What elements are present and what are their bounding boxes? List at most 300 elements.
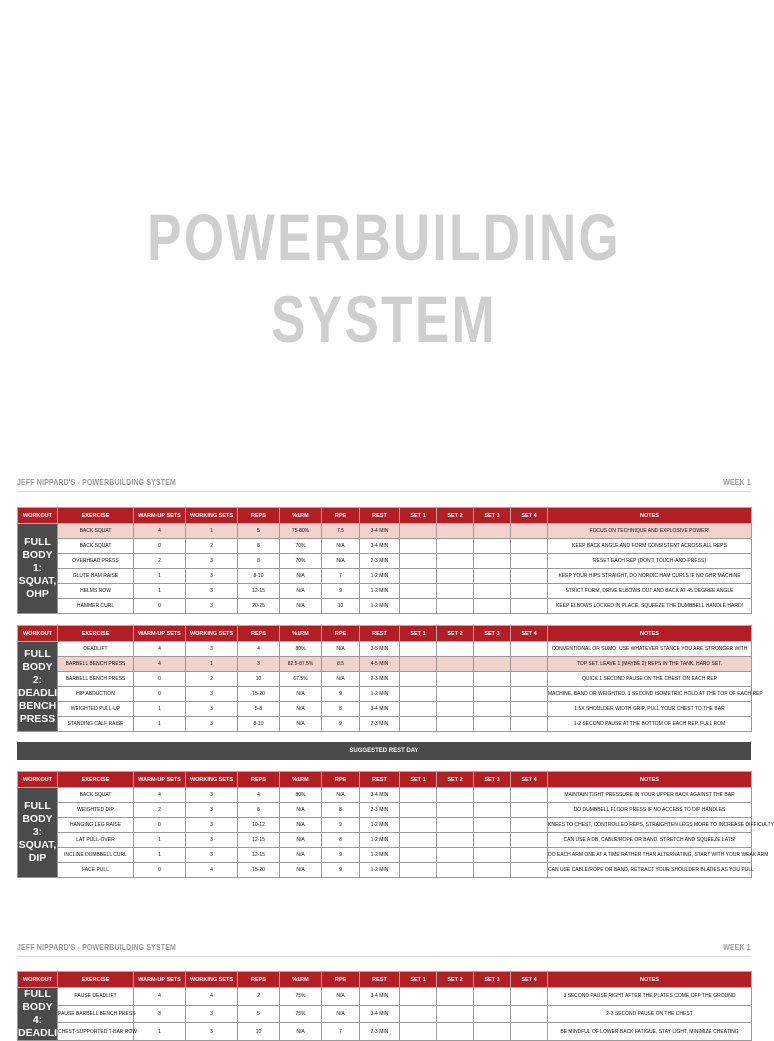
cell-notes: DO DUMBBELL FLOOR PRESS IF NO ACCESS TO DIP HANDLES — [548, 803, 752, 818]
cell-warmup-sets: 4 — [134, 657, 186, 672]
cell-reps: 12-15 — [238, 833, 280, 848]
cell-reps: 15-20 — [238, 687, 280, 702]
exercise-row — [18, 803, 752, 818]
cell-set-4[interactable] — [511, 988, 548, 1006]
cell-set-3[interactable] — [474, 1023, 511, 1041]
cell-set-3[interactable] — [474, 642, 511, 657]
cell-set-1[interactable] — [400, 672, 437, 687]
cell-exercise: HELMS ROW — [58, 584, 134, 599]
workout-name: FULL BODY 4: DEADLIFT — [18, 988, 70, 1039]
cell-warmup-sets: 0 — [134, 672, 186, 687]
program-name: JEFF NIPPARD'S - POWERBUILDING SYSTEM — [17, 942, 177, 952]
cell-exercise: HAMMER CURL — [58, 599, 134, 614]
cell-set-3[interactable] — [474, 687, 511, 702]
cell-set-4[interactable] — [511, 539, 548, 554]
cell-warmup-sets: 1 — [134, 1023, 186, 1041]
cell-working-sets: 4 — [186, 988, 238, 1006]
cell-set-2[interactable] — [437, 539, 474, 554]
exercise-row — [18, 554, 752, 569]
exercise-row — [18, 642, 752, 657]
cell-warmup-sets: 0 — [134, 539, 186, 554]
column-header: REPS — [238, 508, 280, 524]
cell-set-1[interactable] — [400, 863, 437, 878]
cell-set-1[interactable] — [400, 599, 437, 614]
cell-rest: 1-2 MIN — [360, 833, 400, 848]
cell-set-1[interactable] — [400, 569, 437, 584]
cell-pct-1rm: N/A — [280, 584, 322, 599]
column-header: WORKING SETS — [186, 972, 238, 988]
cell-warmup-sets: 1 — [134, 848, 186, 863]
column-header: %1RM — [280, 626, 322, 642]
cell-set-4[interactable] — [511, 554, 548, 569]
cell-rest: 1-2 MIN — [360, 687, 400, 702]
cell-exercise: BACK SQUAT — [58, 539, 134, 554]
cell-pct-1rm: N/A — [280, 569, 322, 584]
cell-set-3[interactable] — [474, 702, 511, 717]
cell-rest: 1-2 MIN — [360, 863, 400, 878]
cell-warmup-sets: 2 — [134, 803, 186, 818]
cell-exercise: WEIGHTED DIP — [58, 803, 134, 818]
cell-rest: 3-4 MIN — [360, 988, 400, 1006]
cell-working-sets: 3 — [186, 803, 238, 818]
week-label: WEEK 1 — [723, 477, 751, 487]
column-header: %1RM — [280, 972, 322, 988]
cell-rest: 2-3 MIN — [360, 554, 400, 569]
cell-notes: 1-2 SECOND PAUSE AT THE BOTTOM OF EACH REP, FULL ROM — [548, 717, 752, 732]
cell-set-3[interactable] — [474, 539, 511, 554]
cell-set-1[interactable] — [400, 657, 437, 672]
column-header: REST — [360, 508, 400, 524]
cell-set-3[interactable] — [474, 569, 511, 584]
cell-set-1[interactable] — [400, 524, 437, 539]
title-line-1: POWERBUILDING — [147, 200, 621, 274]
cell-reps: 12-15 — [238, 848, 280, 863]
column-header: SET 1 — [400, 626, 437, 642]
cell-set-2[interactable] — [437, 863, 474, 878]
column-header: REPS — [238, 626, 280, 642]
column-header: SET 4 — [511, 772, 548, 788]
cell-set-1[interactable] — [400, 988, 437, 1006]
cell-rest: 4-5 MIN — [360, 657, 400, 672]
cell-rpe: 7.5 — [322, 524, 360, 539]
cell-set-4[interactable] — [511, 717, 548, 732]
cell-pct-1rm: N/A — [280, 848, 322, 863]
cell-set-3[interactable] — [474, 672, 511, 687]
column-header: WORKING SETS — [186, 772, 238, 788]
cell-set-4[interactable] — [511, 702, 548, 717]
cell-exercise: PAUSE DEADLIFT — [58, 988, 134, 1006]
cell-set-4[interactable] — [511, 1023, 548, 1041]
cell-exercise: LAT PULL-OVER — [58, 833, 134, 848]
cell-set-2[interactable] — [437, 717, 474, 732]
column-header: %1RM — [280, 772, 322, 788]
workout-table — [17, 625, 763, 732]
cell-set-2[interactable] — [437, 599, 474, 614]
cell-set-3[interactable] — [474, 1005, 511, 1023]
cell-notes: KEEP BACK ANGLE AND FORM CONSISTENT ACROSS ALL REPS — [548, 539, 752, 554]
cell-set-3[interactable] — [474, 788, 511, 803]
cell-pct-1rm: 80% — [280, 788, 322, 803]
program-name: JEFF NIPPARD'S - POWERBUILDING SYSTEM — [17, 477, 177, 487]
column-header: WORKING SETS — [186, 508, 238, 524]
column-header: %1RM — [280, 508, 322, 524]
cell-set-2[interactable] — [437, 584, 474, 599]
cell-working-sets: 3 — [186, 642, 238, 657]
cell-exercise: FACE PULL — [58, 863, 134, 878]
cell-notes: KEEP ELBOWS LOCKED IN PLACE, SQUEEZE THE DUMBBELL HANDLE HARD! — [548, 599, 752, 614]
cell-exercise: WEIGHTED PULL-UP — [58, 702, 134, 717]
cell-working-sets: 3 — [186, 818, 238, 833]
exercise-row — [18, 672, 752, 687]
table-header-row — [18, 508, 752, 524]
cell-set-2[interactable] — [437, 1005, 474, 1023]
column-header: WARM-UP SETS — [134, 972, 186, 988]
column-header: EXERCISE — [58, 508, 134, 524]
cell-working-sets: 1 — [186, 524, 238, 539]
cell-pct-1rm: 67.5% — [280, 672, 322, 687]
column-header: WARM-UP SETS — [134, 508, 186, 524]
cell-warmup-sets: 1 — [134, 717, 186, 732]
column-header: WORKOUT — [18, 626, 58, 642]
cell-set-3[interactable] — [474, 803, 511, 818]
cell-warmup-sets: 2 — [134, 554, 186, 569]
cell-set-1[interactable] — [400, 833, 437, 848]
exercise-row — [18, 818, 752, 833]
cell-set-1[interactable] — [400, 818, 437, 833]
cell-rest: 2-3 MIN — [360, 672, 400, 687]
cell-rpe: 9 — [322, 818, 360, 833]
column-header: SET 3 — [474, 626, 511, 642]
cell-warmup-sets: 1 — [134, 833, 186, 848]
table-header-row — [18, 772, 752, 788]
cell-rpe: 9 — [322, 687, 360, 702]
cell-reps: 8-10 — [238, 569, 280, 584]
cell-reps: 20-25 — [238, 599, 280, 614]
exercise-row — [18, 848, 752, 863]
cell-set-1[interactable] — [400, 848, 437, 863]
exercise-row — [18, 788, 752, 803]
cell-working-sets: 3 — [186, 599, 238, 614]
cell-set-4[interactable] — [511, 803, 548, 818]
column-header: RPE — [322, 972, 360, 988]
table-header-row — [18, 972, 752, 988]
cell-pct-1rm: 70% — [280, 554, 322, 569]
cell-reps: 10 — [238, 1023, 280, 1041]
column-header: NOTES — [548, 972, 752, 988]
column-header: REST — [360, 626, 400, 642]
cell-pct-1rm: 80% — [280, 642, 322, 657]
cell-rpe: 8 — [322, 702, 360, 717]
column-header: SET 1 — [400, 972, 437, 988]
column-header: WORKOUT — [18, 972, 58, 988]
cell-set-1[interactable] — [400, 702, 437, 717]
cell-warmup-sets: 1 — [134, 702, 186, 717]
cell-set-3[interactable] — [474, 554, 511, 569]
cell-working-sets: 4 — [186, 863, 238, 878]
cell-set-1[interactable] — [400, 1005, 437, 1023]
cell-reps: 15-20 — [238, 863, 280, 878]
cell-set-2[interactable] — [437, 988, 474, 1006]
column-header: SET 3 — [474, 508, 511, 524]
column-header: REPS — [238, 972, 280, 988]
cell-notes: CAN USE A DB, CABLE/ROPE OR BAND. STRETCH AND SQUEEZE LATS! — [548, 833, 752, 848]
cell-notes: FOCUS ON TECHNIQUE AND EXPLOSIVE POWER! — [548, 524, 752, 539]
cell-working-sets: 3 — [186, 1023, 238, 1041]
cell-pct-1rm: 75-80% — [280, 524, 322, 539]
cell-rpe: N/A — [322, 988, 360, 1006]
cell-exercise: BARBELL BENCH PRESS — [58, 657, 134, 672]
cell-pct-1rm: 82.5-87.5% — [280, 657, 322, 672]
cell-notes: RESET EACH REP (DON'T TOUCH-AND-PRESS) — [548, 554, 752, 569]
cell-set-1[interactable] — [400, 539, 437, 554]
cell-set-1[interactable] — [400, 803, 437, 818]
cell-pct-1rm: N/A — [280, 833, 322, 848]
cell-set-4[interactable] — [511, 642, 548, 657]
cell-set-2[interactable] — [437, 803, 474, 818]
column-header: SET 2 — [437, 772, 474, 788]
cell-set-1[interactable] — [400, 788, 437, 803]
exercise-row — [18, 524, 752, 539]
cell-notes: CAN USE CABLE/ROPE OR BAND, RETRACT YOUR SHOULDER BLADES AS YOU PULL — [548, 863, 752, 878]
cell-notes: MAINTAIN TIGHT PRESSURE IN YOUR UPPER BACK AGAINST THE BAR — [548, 788, 752, 803]
cell-set-3[interactable] — [474, 599, 511, 614]
cell-reps: 12-15 — [238, 584, 280, 599]
cell-notes: QUICK 1 SECOND PAUSE ON THE CHEST ON EACH REP — [548, 672, 752, 687]
cell-pct-1rm: N/A — [280, 717, 322, 732]
cell-pct-1rm: N/A — [280, 803, 322, 818]
cell-rest: 3-5 MIN — [360, 642, 400, 657]
cell-working-sets: 1 — [186, 657, 238, 672]
cell-set-4[interactable] — [511, 599, 548, 614]
column-header: EXERCISE — [58, 626, 134, 642]
column-header: REST — [360, 772, 400, 788]
column-header: SET 2 — [437, 972, 474, 988]
cell-rest: 1-2 MIN — [360, 569, 400, 584]
cell-set-2[interactable] — [437, 524, 474, 539]
cell-warmup-sets: 0 — [134, 599, 186, 614]
cell-set-4[interactable] — [511, 1005, 548, 1023]
cell-reps: 5 — [238, 524, 280, 539]
cell-set-3[interactable] — [474, 818, 511, 833]
workout-name: FULL BODY 1: SQUAT, OHP — [18, 524, 58, 614]
cell-set-4[interactable] — [511, 818, 548, 833]
cell-set-2[interactable] — [437, 1023, 474, 1041]
cell-set-3[interactable] — [474, 657, 511, 672]
column-header: RPE — [322, 626, 360, 642]
cell-set-2[interactable] — [437, 672, 474, 687]
table-header-row — [18, 626, 752, 642]
cell-pct-1rm: N/A — [280, 1023, 322, 1041]
cell-rest: 3-4 MIN — [360, 1005, 400, 1023]
cell-rest: 3-4 MIN — [360, 702, 400, 717]
cell-working-sets: 3 — [186, 569, 238, 584]
column-header: REPS — [238, 772, 280, 788]
column-header: WORKOUT — [18, 772, 58, 788]
cell-rpe: 9 — [322, 848, 360, 863]
cell-set-2[interactable] — [437, 788, 474, 803]
column-header: SET 3 — [474, 772, 511, 788]
workout-table — [17, 971, 752, 1041]
cell-reps: 10-12 — [238, 818, 280, 833]
column-header: SET 4 — [511, 626, 548, 642]
cell-rest: 1-2 MIN — [360, 848, 400, 863]
cell-pct-1rm: N/A — [280, 818, 322, 833]
cell-set-1[interactable] — [400, 584, 437, 599]
cell-set-4[interactable] — [511, 657, 548, 672]
cell-notes: CONVENTIONAL OR SUMO: USE WHATEVER STANCE YOU ARE STRONGER WITH — [548, 642, 752, 657]
column-header: SET 3 — [474, 972, 511, 988]
page-header — [17, 942, 751, 957]
cell-exercise: STANDING CALF RAISE — [58, 717, 134, 732]
cell-rest: 2-3 MIN — [360, 803, 400, 818]
cell-reps: 4 — [238, 788, 280, 803]
cell-working-sets: 3 — [186, 1005, 238, 1023]
cell-pct-1rm: N/A — [280, 863, 322, 878]
title-line-2: SYSTEM — [271, 282, 497, 356]
cell-notes: TOP SET. LEAVE 1 (MAYBE 2) REPS IN THE TANK. HARD SET. — [548, 657, 752, 672]
exercise-row — [18, 863, 752, 878]
cell-rpe: N/A — [322, 539, 360, 554]
cell-working-sets: 3 — [186, 687, 238, 702]
column-header: REST — [360, 972, 400, 988]
column-header: NOTES — [548, 508, 752, 524]
cell-set-2[interactable] — [437, 702, 474, 717]
cell-warmup-sets: 4 — [134, 524, 186, 539]
column-header: SET 2 — [437, 626, 474, 642]
workout-name: FULL BODY 2: DEADLIFT, BENCH PRESS — [18, 642, 58, 732]
cell-warmup-sets: 4 — [134, 988, 186, 1006]
cell-exercise: PAUSE BARBELL BENCH PRESS — [58, 1005, 134, 1023]
exercise-row — [18, 569, 752, 584]
cell-rest: 3-4 MIN — [360, 788, 400, 803]
cell-set-4[interactable] — [511, 569, 548, 584]
cell-reps: 8 — [238, 539, 280, 554]
cell-set-1[interactable] — [400, 642, 437, 657]
cell-warmup-sets: 4 — [134, 788, 186, 803]
exercise-row — [18, 1023, 752, 1041]
cell-working-sets: 2 — [186, 672, 238, 687]
cell-exercise: HIP ABDUCTION — [58, 687, 134, 702]
cell-notes: 2-3 SECOND PAUSE ON THE CHEST — [548, 1005, 752, 1023]
cell-warmup-sets: 1 — [134, 584, 186, 599]
cell-rest: 3-4 MIN — [360, 524, 400, 539]
cell-pct-1rm: 75% — [280, 988, 322, 1006]
exercise-row — [18, 539, 752, 554]
cell-working-sets: 2 — [186, 539, 238, 554]
cell-set-4[interactable] — [511, 788, 548, 803]
cell-set-4[interactable] — [511, 524, 548, 539]
rest-day-bar: SUGGESTED REST DAY — [17, 742, 751, 760]
cell-reps: 8 — [238, 554, 280, 569]
cell-working-sets: 3 — [186, 717, 238, 732]
column-header: NOTES — [548, 626, 752, 642]
cell-set-3[interactable] — [474, 717, 511, 732]
cell-pct-1rm: 70% — [280, 539, 322, 554]
column-header: SET 2 — [437, 508, 474, 524]
cell-set-3[interactable] — [474, 524, 511, 539]
workout-name: FULL BODY 3: SQUAT, DIP — [18, 788, 58, 878]
cell-set-4[interactable] — [511, 848, 548, 863]
cell-rpe: N/A — [322, 788, 360, 803]
cell-reps: 5 — [238, 1005, 280, 1023]
cell-set-2[interactable] — [437, 833, 474, 848]
cell-notes: 1.5X SHOULDER WIDTH GRIP, PULL YOUR CHEST TO THE BAR — [548, 702, 752, 717]
cell-set-1[interactable] — [400, 554, 437, 569]
exercise-row — [18, 584, 752, 599]
column-header: SET 4 — [511, 508, 548, 524]
cell-set-2[interactable] — [437, 569, 474, 584]
cell-reps: 8 — [238, 803, 280, 818]
cell-set-3[interactable] — [474, 988, 511, 1006]
cell-set-4[interactable] — [511, 687, 548, 702]
cell-notes: DO EACH ARM ONE AT A TIME RATHER THAN ALTERNATING, START WITH YOUR WEAK ARM — [548, 848, 752, 863]
cell-notes: 3 SECOND PAUSE RIGHT AFTER THE PLATES COME OFF THE GROUND — [548, 988, 752, 1006]
cell-reps: 2 — [238, 988, 280, 1006]
cell-set-3[interactable] — [474, 833, 511, 848]
cell-working-sets: 3 — [186, 702, 238, 717]
cell-notes: KEEP YOUR HIPS STRAIGHT, DO NORDIC HAM CURLS IF NO GHR MACHINE — [548, 569, 752, 584]
page-header — [17, 477, 751, 492]
cell-set-4[interactable] — [511, 672, 548, 687]
cell-working-sets: 3 — [186, 833, 238, 848]
cell-set-2[interactable] — [437, 554, 474, 569]
exercise-row — [18, 833, 752, 848]
cell-pct-1rm: N/A — [280, 687, 322, 702]
cell-exercise: GLUTE HAM RAISE — [58, 569, 134, 584]
workout-table — [17, 771, 774, 878]
cell-set-4[interactable] — [511, 863, 548, 878]
column-header: WORKOUT — [18, 508, 58, 524]
cell-set-2[interactable] — [437, 848, 474, 863]
cell-rest: 3-4 MIN — [360, 539, 400, 554]
cell-set-2[interactable] — [437, 657, 474, 672]
cell-set-2[interactable] — [437, 818, 474, 833]
cell-warmup-sets: 0 — [134, 818, 186, 833]
column-header: WARM-UP SETS — [134, 772, 186, 788]
cell-rpe: 7 — [322, 1023, 360, 1041]
cell-rpe: 9 — [322, 717, 360, 732]
column-header: NOTES — [548, 772, 752, 788]
cell-rpe: 9 — [322, 863, 360, 878]
cell-working-sets: 3 — [186, 584, 238, 599]
cell-warmup-sets: 3 — [134, 1005, 186, 1023]
cell-set-1[interactable] — [400, 717, 437, 732]
cell-set-1[interactable] — [400, 1023, 437, 1041]
cell-working-sets: 3 — [186, 554, 238, 569]
cell-set-1[interactable] — [400, 687, 437, 702]
cell-exercise: BARBELL BENCH PRESS — [58, 672, 134, 687]
cell-set-3[interactable] — [474, 863, 511, 878]
cell-set-2[interactable] — [437, 687, 474, 702]
cell-set-3[interactable] — [474, 848, 511, 863]
exercise-row — [18, 657, 752, 672]
exercise-row — [18, 599, 752, 614]
cell-rpe: 8 — [322, 803, 360, 818]
cell-set-2[interactable] — [437, 642, 474, 657]
cell-set-4[interactable] — [511, 584, 548, 599]
cell-rest: 1-2 MIN — [360, 818, 400, 833]
cell-set-4[interactable] — [511, 833, 548, 848]
exercise-row — [18, 717, 752, 732]
column-header: EXERCISE — [58, 772, 134, 788]
cell-rpe: N/A — [322, 554, 360, 569]
exercise-row — [18, 702, 752, 717]
cell-pct-1rm: 75% — [280, 1005, 322, 1023]
cell-set-3[interactable] — [474, 584, 511, 599]
cell-rpe: N/A — [322, 672, 360, 687]
cell-rpe: 8.5 — [322, 657, 360, 672]
cell-rpe: 9 — [322, 584, 360, 599]
